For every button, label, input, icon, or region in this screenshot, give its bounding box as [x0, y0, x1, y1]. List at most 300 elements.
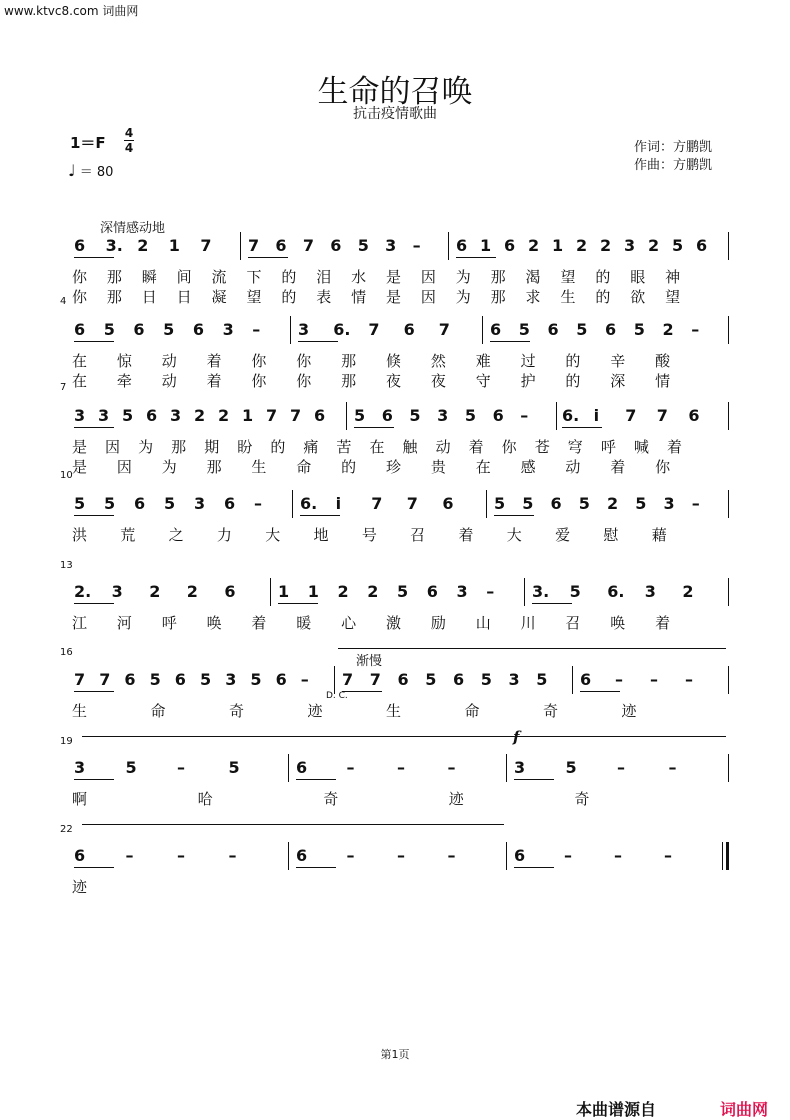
barline [728, 316, 729, 344]
lyric-char: 生 [72, 702, 88, 720]
note-token: 3 [225, 670, 237, 689]
note-token: 7 [290, 406, 302, 425]
lyricist-credit: 作词：方鹏凯 [634, 140, 713, 155]
beam-line [296, 779, 336, 780]
note-token: 5 [103, 320, 115, 339]
composer-credit: 作曲：方鹏凯 [634, 158, 713, 173]
lyric-char: 励 [430, 614, 446, 632]
note-token: 7 [656, 406, 668, 425]
lyric-char: 动 [161, 352, 177, 370]
lyric-char: 过 [520, 352, 536, 370]
lyric-char: 着 [206, 372, 222, 390]
note-token: 5 [565, 758, 577, 777]
lyric-char: 的 [281, 268, 297, 286]
note-token: 6 [74, 846, 86, 865]
note-token: 6 [192, 320, 204, 339]
lyric-char: 牵 [116, 372, 132, 390]
note-token: – [300, 670, 309, 689]
lyric-char: 守 [475, 372, 491, 390]
beam-line [532, 603, 572, 604]
beam-line [74, 515, 114, 516]
beam-line [494, 515, 534, 516]
barline [722, 842, 723, 870]
lyric-char: 着 [206, 352, 222, 370]
note-token: 1 [242, 406, 254, 425]
note-token: 2 [528, 236, 540, 255]
note-token: 6 [275, 670, 287, 689]
lyric-char: 欲 [630, 288, 646, 306]
lyric-char: 触 [402, 438, 418, 456]
beam-line [456, 257, 496, 258]
lyric-char: 着 [468, 438, 484, 456]
lyric-char: 藉 [651, 526, 667, 544]
note-token: – [254, 494, 262, 513]
barline [292, 490, 293, 518]
note-token: 5 [633, 320, 645, 339]
lyric-char: 你 [251, 352, 267, 370]
note-token: 6 [688, 406, 700, 425]
lyric-char: 在 [72, 352, 88, 370]
note-token: 6 [296, 846, 308, 865]
beam-line [562, 427, 602, 428]
lyric-char: 表 [316, 288, 332, 306]
beam-line [514, 867, 554, 868]
lyric-char: 为 [161, 458, 177, 476]
note-token: 6. [333, 320, 351, 339]
note-token: 1 [552, 236, 564, 255]
measure-number: 19 [60, 736, 73, 747]
note-token: 7 [371, 494, 383, 513]
note-token: 3. [532, 582, 550, 601]
lyric-char: 穹 [567, 438, 583, 456]
note-token: 5 [635, 494, 647, 513]
note-token: i [335, 494, 342, 513]
note-token: – [664, 846, 672, 865]
barline [240, 232, 241, 260]
lyric-char: 酸 [655, 352, 671, 370]
lyric-char: 爱 [555, 526, 571, 544]
lyric-char: 你 [501, 438, 517, 456]
note-token: 6 [504, 236, 516, 255]
beam-line [74, 341, 114, 342]
lyric-char: 号 [361, 526, 377, 544]
note-token: 7 [438, 320, 450, 339]
lyric-char: 江 [72, 614, 88, 632]
lyric-char: 那 [341, 372, 357, 390]
lyric-char: 山 [475, 614, 491, 632]
note-token: 5 [250, 670, 262, 689]
note-token: 6 [275, 236, 287, 255]
note-token: 6 [547, 320, 559, 339]
lyric-char: 慰 [603, 526, 619, 544]
beam-line [74, 603, 114, 604]
lyric-char: 力 [216, 526, 232, 544]
note-token: 6 [550, 494, 562, 513]
lyric-char: 望 [246, 288, 262, 306]
note-token: 6 [133, 320, 145, 339]
note-token: 5 [578, 494, 590, 513]
note-token: 3 [170, 406, 182, 425]
note-token: – [691, 494, 700, 513]
barline [506, 842, 507, 870]
note-token: – [564, 846, 572, 865]
barline [482, 316, 483, 344]
lyric-char: 在 [72, 372, 88, 390]
volta-line [82, 824, 504, 825]
tempo-marking [68, 161, 113, 180]
note-token: – [486, 582, 495, 601]
note-token: 5 [518, 320, 530, 339]
lyric-char: 迹 [72, 878, 88, 896]
lyric-char: 呼 [600, 438, 616, 456]
lyric-char: 着 [251, 614, 267, 632]
lyric-char: 地 [313, 526, 329, 544]
lyric-char: 日 [141, 288, 157, 306]
note-token: 7 [369, 670, 381, 689]
note-token: – [346, 758, 355, 777]
note-token: 7 [266, 406, 278, 425]
lyric-char: 的 [595, 268, 611, 286]
note-token: 2. [74, 582, 92, 601]
beam-line [278, 603, 318, 604]
note-token: 5 [536, 670, 548, 689]
lyric-char: 是 [386, 268, 402, 286]
note-token: – [397, 758, 405, 777]
note-token: 3 [98, 406, 110, 425]
note-token: 2 [194, 406, 206, 425]
measure-number: 10 [60, 470, 73, 481]
note-token: 2 [607, 494, 619, 513]
note-token: 2 [648, 236, 660, 255]
lyric-char: 贵 [430, 458, 446, 476]
barline [728, 754, 729, 782]
lyric-char: 瞬 [141, 268, 157, 286]
note-token: 3 [437, 406, 449, 425]
barline [334, 666, 335, 694]
note-token: 2 [186, 582, 198, 601]
lyric-char: 盼 [237, 438, 253, 456]
song-title: 生命的召唤 [317, 74, 473, 110]
barline [728, 578, 729, 606]
lyric-char: 喊 [633, 438, 649, 456]
note-token: 5 [163, 320, 175, 339]
beam-line [74, 691, 114, 692]
lyric-char: 在 [475, 458, 491, 476]
barline [728, 666, 729, 694]
lyric-char: 下 [246, 268, 262, 286]
lyric-char: 大 [506, 526, 522, 544]
note-token: 7 [625, 406, 637, 425]
quarter-note-icon: ♩ [68, 161, 76, 180]
note-token: 6 [146, 406, 158, 425]
note-token: 5 [200, 670, 212, 689]
lyric-char: 泪 [316, 268, 332, 286]
lyric-char: 生 [251, 458, 267, 476]
note-token: 6 [442, 494, 454, 513]
note-token: 6 [174, 670, 186, 689]
note-token: i [593, 406, 600, 425]
note-token: 5 [149, 670, 161, 689]
lyric-char: 荒 [120, 526, 136, 544]
lyric-char: 激 [386, 614, 402, 632]
note-token: 6 [381, 406, 393, 425]
note-token: – [447, 846, 456, 865]
barline [288, 754, 289, 782]
beam-line [342, 691, 382, 692]
note-token: – [228, 846, 237, 865]
note-token: 6 [330, 236, 342, 255]
lyric-char: 水 [351, 268, 367, 286]
lyric-char: 难 [475, 352, 491, 370]
lyric-char: 情 [655, 372, 671, 390]
lyric-char: 那 [490, 268, 506, 286]
note-token: 6 [514, 846, 526, 865]
lyric-char: 之 [168, 526, 184, 544]
note-token: – [691, 320, 700, 339]
lyric-char: 那 [206, 458, 222, 476]
barline [728, 232, 729, 260]
lyric-char: 那 [106, 268, 122, 286]
note-token: 2 [367, 582, 379, 601]
lyric-char: 唤 [610, 614, 626, 632]
note-token: 5 [494, 494, 506, 513]
note-token: 6. [607, 582, 625, 601]
lyric-char: 望 [560, 268, 576, 286]
note-token: 7 [368, 320, 380, 339]
beam-line [490, 341, 530, 342]
note-token: – [615, 670, 623, 689]
beam-line [296, 867, 336, 868]
lyric-char: 是 [72, 438, 88, 456]
tempo-value: ＝ 80 [79, 165, 114, 180]
note-token: 3 [514, 758, 526, 777]
lyric-char: 奇 [574, 790, 590, 808]
lyric-char: 流 [211, 268, 227, 286]
barline [486, 490, 487, 518]
barline [556, 402, 557, 430]
note-token: 6 [696, 236, 708, 255]
lyric-char: 是 [72, 458, 88, 476]
note-token: 5 [409, 406, 421, 425]
lyric-char: 凝 [211, 288, 227, 306]
song-subtitle: 抗击疫情歌曲 [353, 106, 437, 122]
lyric-char: 渴 [525, 268, 541, 286]
lyric-char: 夜 [386, 372, 402, 390]
lyric-char: 你 [72, 268, 88, 286]
lyric-char: 夜 [430, 372, 446, 390]
note-token: 6 [74, 236, 86, 255]
lyric-char: 洪 [72, 526, 88, 544]
note-token: – [177, 846, 185, 865]
note-token: 1 [278, 582, 290, 601]
rit-marking: 渐慢 [356, 654, 383, 669]
lyric-char: 动 [565, 458, 581, 476]
lyric-char: 那 [106, 288, 122, 306]
lyric-char: 因 [420, 288, 436, 306]
note-token: 3 [456, 582, 468, 601]
lyric-char: 着 [458, 526, 474, 544]
note-token: – [125, 846, 134, 865]
note-token: 3 [663, 494, 675, 513]
note-token: – [346, 846, 355, 865]
barline [728, 490, 729, 518]
lyric-char: 召 [410, 526, 426, 544]
lyric-char: 那 [341, 352, 357, 370]
note-token: 3 [385, 236, 397, 255]
note-token: 6 [605, 320, 617, 339]
lyric-char: 深 [610, 372, 626, 390]
crescendo-line [82, 736, 726, 737]
barline [346, 402, 347, 430]
lyric-char: 你 [251, 372, 267, 390]
lyric-char: 命 [150, 702, 166, 720]
beam-line [248, 257, 288, 258]
barline [288, 842, 289, 870]
lyric-char: 着 [666, 438, 682, 456]
note-token: 7 [406, 494, 418, 513]
note-token: 3 [508, 670, 520, 689]
measure-number: 16 [60, 647, 73, 658]
note-token: – [617, 758, 625, 777]
lyric-char: 神 [665, 268, 681, 286]
measure-number: 4 [60, 296, 67, 307]
beam-line [74, 427, 114, 428]
note-token: 2 [337, 582, 349, 601]
note-token: 7 [248, 236, 260, 255]
note-token: 2 [218, 406, 230, 425]
barline [524, 578, 525, 606]
barline [290, 316, 291, 344]
lyric-char: 你 [296, 352, 312, 370]
note-token: 5 [354, 406, 366, 425]
barline [572, 666, 573, 694]
lyric-char: 护 [520, 372, 536, 390]
lyric-char: 迹 [307, 702, 323, 720]
note-token: 7 [342, 670, 354, 689]
note-token: 5 [569, 582, 581, 601]
note-token: – [447, 758, 456, 777]
lyric-char: 期 [204, 438, 220, 456]
barline [448, 232, 449, 260]
beam-line [298, 341, 338, 342]
measure-number: 22 [60, 824, 73, 835]
note-token: 6 [224, 582, 236, 601]
note-token: 5 [104, 494, 116, 513]
barline [506, 754, 507, 782]
note-token: 7 [99, 670, 111, 689]
lyric-char: 呼 [161, 614, 177, 632]
note-token: 2 [682, 582, 694, 601]
note-token: 6 [134, 494, 146, 513]
note-token: 1 [307, 582, 319, 601]
lyric-char: 苦 [336, 438, 352, 456]
note-token: 3 [111, 582, 123, 601]
site-logo: 词曲网 [720, 1100, 769, 1119]
lyric-char: 因 [105, 438, 121, 456]
dc-marking: D. C. [326, 691, 348, 701]
note-token: 6 [314, 406, 326, 425]
lyric-char: 暖 [296, 614, 312, 632]
lyric-char: 川 [520, 614, 536, 632]
lyric-char: 的 [270, 438, 286, 456]
lyric-char: 奇 [323, 790, 339, 808]
lyric-char: 生 [560, 288, 576, 306]
lyric-char: 珍 [386, 458, 402, 476]
key-signature: 1＝F [70, 134, 106, 152]
note-token: 6 [224, 494, 236, 513]
note-token: 5 [464, 406, 476, 425]
note-token: 6 [453, 670, 465, 689]
note-token: 5 [122, 406, 134, 425]
lyric-char: 你 [655, 458, 671, 476]
note-token: 7 [74, 670, 86, 689]
time-signature-bottom: 4 [124, 141, 134, 155]
note-token: 5 [228, 758, 240, 777]
note-token: 6. [562, 406, 580, 425]
note-token: 3 [644, 582, 656, 601]
lyric-char: 的 [341, 458, 357, 476]
lyric-char: 感 [520, 458, 536, 476]
lyric-char: 着 [610, 458, 626, 476]
note-token: 5 [480, 670, 492, 689]
lyric-char: 的 [281, 288, 297, 306]
lyric-char: 求 [525, 288, 541, 306]
note-token: 7 [200, 236, 212, 255]
note-token: 5 [164, 494, 176, 513]
lyric-char: 心 [341, 614, 357, 632]
note-token: 2 [662, 320, 674, 339]
barline [728, 402, 729, 430]
lyric-char: 望 [665, 288, 681, 306]
note-token: 5 [672, 236, 684, 255]
rit-line [338, 648, 726, 649]
lyric-char: 因 [116, 458, 132, 476]
beam-line [354, 427, 394, 428]
note-token: – [668, 758, 677, 777]
lyric-char: 你 [72, 288, 88, 306]
note-token: 1 [168, 236, 180, 255]
lyric-char: 情 [351, 288, 367, 306]
lyric-char: 命 [296, 458, 312, 476]
lyric-char: 迹 [448, 790, 464, 808]
lyric-char: 命 [464, 702, 480, 720]
note-token: 6 [397, 670, 409, 689]
site-watermark: www.ktvc8.com 词曲网 [4, 4, 139, 18]
note-token: 5 [425, 670, 437, 689]
expression-marking: 深情感动地 [100, 221, 166, 236]
source-text: 本曲谱源自 [576, 1100, 657, 1119]
note-token: 3 [74, 758, 86, 777]
note-token: – [177, 758, 185, 777]
beam-line [580, 691, 620, 692]
note-token: – [520, 406, 529, 425]
lyric-char: 痛 [303, 438, 319, 456]
note-token: – [412, 236, 421, 255]
lyric-char: 的 [595, 288, 611, 306]
lyric-char: 唤 [206, 614, 222, 632]
note-token: 6 [492, 406, 504, 425]
lyric-char: 然 [430, 352, 446, 370]
note-token: 2 [137, 236, 149, 255]
time-signature [124, 126, 134, 155]
note-token: 3 [194, 494, 206, 513]
page-number: 第1页 [380, 1048, 410, 1061]
lyric-char: 你 [296, 372, 312, 390]
note-token: 3. [105, 236, 123, 255]
lyric-char: 动 [161, 372, 177, 390]
note-token: 5 [397, 582, 409, 601]
lyric-char: 哈 [197, 790, 213, 808]
